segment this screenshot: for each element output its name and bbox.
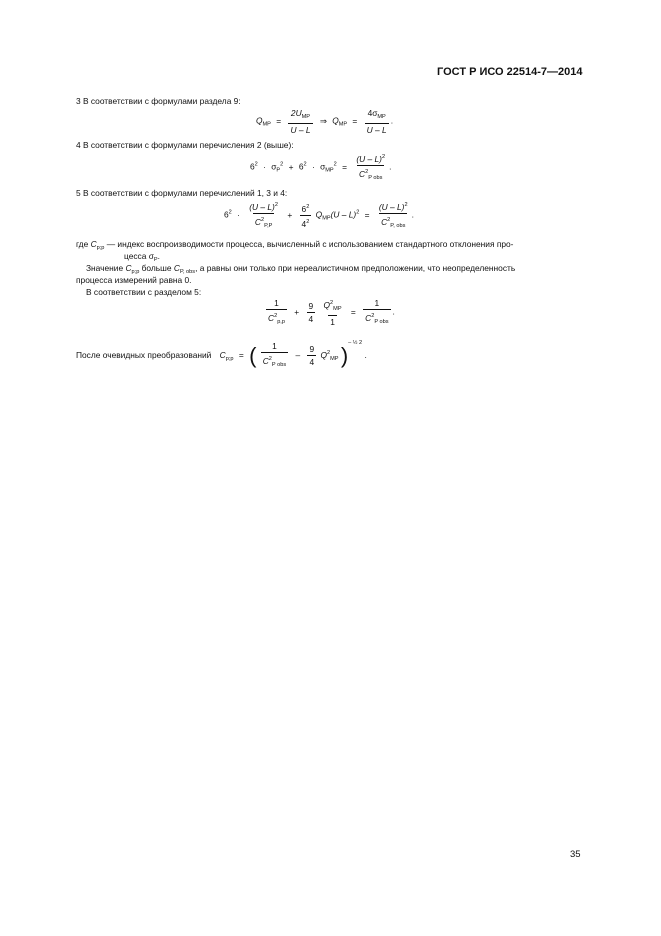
where-line-2 bbox=[124, 251, 160, 263]
formula-period: . bbox=[392, 306, 395, 317]
formula-subscript: P, obs bbox=[390, 223, 406, 229]
formula-fraction bbox=[363, 298, 390, 327]
where-continuation: цесса bbox=[124, 251, 147, 261]
formula-numerator: 9 bbox=[309, 344, 315, 355]
formula-superscript: 2 bbox=[280, 161, 284, 168]
formula-subscript: P bbox=[153, 257, 158, 263]
formula-numerator: (U – L) bbox=[356, 154, 382, 164]
formula-arrow: ⇒ bbox=[319, 115, 327, 126]
formula-period: . bbox=[157, 251, 160, 261]
formula-superscript: 2 bbox=[326, 350, 331, 356]
formula-denominator: 4 bbox=[308, 314, 314, 324]
formula-subscript: MP bbox=[262, 121, 271, 128]
formula-fraction bbox=[377, 200, 410, 231]
formula-fraction bbox=[365, 108, 389, 135]
formula-subscript: MP bbox=[333, 306, 342, 312]
formula-subscript: P bbox=[276, 167, 281, 174]
formula-term: 6 bbox=[250, 161, 255, 172]
formula-superscript: 2 bbox=[371, 313, 375, 319]
formula-sigma: σ bbox=[320, 161, 326, 172]
formula-subscript: MP bbox=[330, 356, 339, 362]
formula-symbol: C bbox=[219, 350, 226, 360]
page-number: 35 bbox=[570, 849, 581, 860]
item-4-text: 4 В соответствии с формулами перечисления 2 (выше): bbox=[76, 140, 294, 150]
formula-fraction bbox=[307, 344, 316, 367]
formula-term: 6 bbox=[224, 209, 229, 220]
formula-subscript: P,P bbox=[264, 223, 273, 229]
formula-symbol: C bbox=[125, 263, 132, 273]
formula-subscript: MP bbox=[325, 167, 334, 174]
formula-operator: · bbox=[263, 161, 266, 172]
formula-operator: = bbox=[352, 115, 358, 126]
formula-subscript: P, obs bbox=[179, 269, 196, 275]
formula-sigma: σ bbox=[148, 251, 154, 261]
formula-superscript: 2 bbox=[333, 161, 337, 168]
formula-superscript: 2 bbox=[387, 217, 391, 223]
value-line-1 bbox=[86, 263, 515, 275]
formula-denominator: 4 bbox=[309, 357, 315, 368]
formula-operator: = bbox=[364, 209, 370, 220]
formula-fraction bbox=[354, 152, 387, 183]
formula-numerator: (U – L) bbox=[249, 202, 275, 212]
formula-superscript: 2 bbox=[274, 202, 278, 208]
formula-operator: · bbox=[237, 209, 240, 220]
formula-symbol: C bbox=[173, 263, 180, 273]
formula-numerator: 4σ bbox=[367, 108, 378, 118]
formula-sigma: σ bbox=[271, 161, 277, 172]
formula-denominator: C bbox=[254, 217, 261, 227]
formula-subscript: p,p bbox=[277, 319, 285, 325]
formula-numerator: 9 bbox=[308, 301, 314, 311]
formula-symbol: Q bbox=[315, 209, 323, 220]
formula-subscript: P obs bbox=[368, 175, 383, 181]
formula-operator: · bbox=[311, 161, 315, 172]
formula-denominator: C bbox=[381, 217, 388, 227]
formula-symbol: Q bbox=[332, 115, 339, 126]
formula-subscript: p;p bbox=[225, 356, 234, 362]
value-line-2: процесса измерений равна 0. bbox=[76, 275, 192, 285]
where-description: — индекс воспроизводимости процесса, вычисленный с использованием стандартного отклонения про- bbox=[106, 239, 514, 249]
formula-item-3 bbox=[256, 108, 393, 135]
item-3-text: 3 В соответствии с формулами раздела 9: bbox=[76, 96, 241, 106]
formula-denominator: C bbox=[262, 356, 269, 367]
formula-period: . bbox=[390, 115, 394, 126]
formula-period: . bbox=[411, 209, 414, 220]
formula-operator: + bbox=[294, 306, 300, 317]
formula-superscript: 2 bbox=[274, 313, 278, 319]
value-label: Значение bbox=[86, 263, 124, 273]
formula-term: (U – L) bbox=[330, 209, 357, 220]
item-5-text: 5 В соответствии с формулами перечислений 1, 3 и 4: bbox=[76, 188, 288, 198]
section5-line: В соответствии с разделом 5: bbox=[86, 287, 202, 297]
formula-superscript: 2 bbox=[260, 217, 265, 223]
formula-numerator: 2U bbox=[290, 108, 302, 118]
formula-symbol: Q bbox=[256, 115, 263, 126]
formula-denominator: U – L bbox=[290, 125, 311, 135]
formula-superscript: 2 bbox=[306, 204, 310, 210]
formula-denominator: C bbox=[365, 313, 372, 323]
where-line-1 bbox=[76, 239, 513, 251]
formula-subscript: MP bbox=[377, 114, 386, 120]
formula-fraction bbox=[288, 108, 312, 135]
formula-superscript: 2 bbox=[365, 169, 369, 175]
formula-item-5 bbox=[224, 200, 414, 231]
formula-subscript: P obs bbox=[374, 319, 389, 325]
formula-denominator: 4 bbox=[301, 219, 307, 229]
where-label: где bbox=[76, 239, 89, 249]
formula-subscript: p;p bbox=[131, 269, 140, 275]
formula-fraction bbox=[247, 200, 280, 231]
formula-paren-left: ( bbox=[249, 342, 257, 368]
after-transform-label: После очевидных преобразований bbox=[76, 350, 212, 361]
formula-numerator: 6 bbox=[301, 204, 307, 214]
formula-superscript: 2 bbox=[303, 161, 307, 168]
formula-superscript: 2 bbox=[381, 154, 386, 160]
formula-subscript: MP bbox=[322, 215, 331, 222]
formula-fraction bbox=[322, 298, 344, 327]
formula-operator: = bbox=[238, 350, 244, 360]
formula-superscript: 2 bbox=[356, 209, 360, 216]
formula-numerator: 1 bbox=[374, 298, 380, 308]
formula-subscript: P obs bbox=[271, 362, 287, 369]
formula-subscript: MP bbox=[301, 114, 311, 120]
formula-superscript: 2 bbox=[404, 202, 408, 208]
formula-operator: – bbox=[295, 350, 301, 360]
formula-paren-right: ) bbox=[340, 342, 349, 368]
formula-operator: = bbox=[350, 306, 356, 317]
formula-superscript: 2 bbox=[254, 161, 258, 168]
formula-operator: + bbox=[288, 161, 294, 172]
formula-symbol: Q bbox=[320, 350, 327, 360]
value-comparison: больше bbox=[141, 263, 172, 273]
formula-subscript: p;p bbox=[96, 245, 105, 251]
formula-superscript: 2 bbox=[306, 219, 310, 225]
value-description: , а равны они только при нереалистичном предположении, что неопределенность bbox=[195, 263, 516, 273]
formula-denominator: U – L bbox=[366, 125, 387, 135]
formula-denominator: C bbox=[359, 169, 366, 179]
formula-operator: = bbox=[342, 161, 348, 172]
formula-numerator: 1 bbox=[274, 298, 279, 308]
formula-final bbox=[220, 340, 367, 370]
formula-fraction bbox=[261, 341, 288, 370]
formula-fraction bbox=[300, 202, 312, 229]
formula-denominator: 1 bbox=[330, 317, 335, 327]
formula-exponent: – ½ 2 bbox=[348, 340, 363, 346]
formula-numerator: Q bbox=[323, 300, 331, 310]
formula-denominator: C bbox=[268, 313, 275, 323]
document-standard-id: ГОСТ Р ИСО 22514-7—2014 bbox=[437, 66, 583, 78]
formula-subscript: MP bbox=[338, 121, 348, 128]
formula-superscript: 2 bbox=[330, 300, 334, 306]
formula-numerator: (U – L) bbox=[378, 202, 405, 212]
formula-superscript: 2 bbox=[228, 209, 232, 216]
formula-period: . bbox=[389, 161, 392, 172]
formula-section-5 bbox=[264, 298, 395, 327]
formula-term: 6 bbox=[298, 161, 304, 172]
formula-operator: + bbox=[287, 209, 293, 220]
after-transform-line bbox=[76, 340, 367, 370]
formula-fraction bbox=[266, 298, 287, 327]
formula-superscript: 2 bbox=[268, 356, 272, 363]
formula-symbol: C bbox=[90, 239, 97, 249]
formula-fraction bbox=[307, 301, 316, 324]
formula-item-4 bbox=[250, 152, 391, 183]
formula-numerator: 1 bbox=[272, 341, 277, 352]
formula-period: . bbox=[364, 350, 367, 360]
formula-operator: = bbox=[276, 115, 282, 126]
